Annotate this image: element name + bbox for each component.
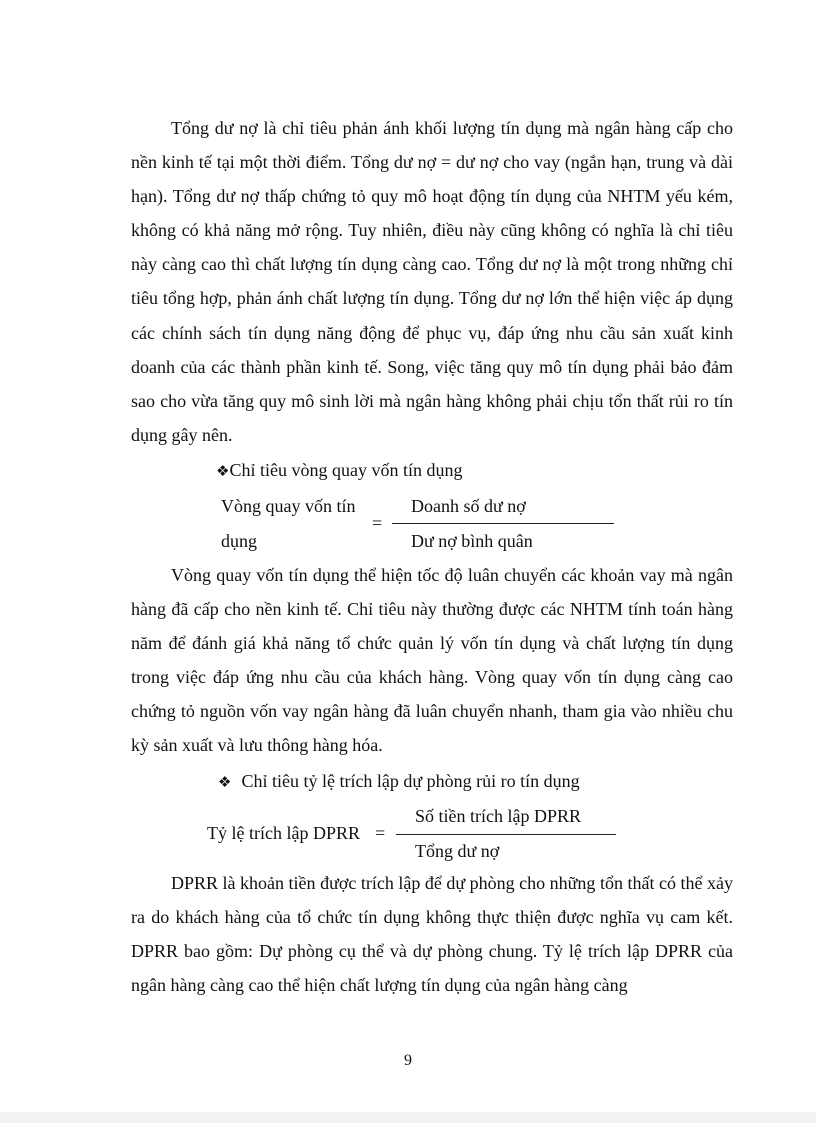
- heading-credit-turnover: [216, 458, 462, 483]
- diamond-bullet-icon: ❖: [216, 462, 230, 480]
- heading-text: Chỉ tiêu vòng quay vốn tín dụng: [229, 460, 463, 480]
- heading-provision-ratio: [218, 769, 580, 794]
- paragraph-provision-ratio: DPRR là khoản tiền được trích lập để dự phòng cho những tổn thất có thể xảy ra do khách hàng của tổ chức tín dụng không thực thiện được nghĩa vụ cam kết. DPRR bao gồm: Dự phòng cụ thể và dự phòng chung. Tỷ lệ trích lập DPRR của ngân hàng càng cao thể hiện chất lượng tín dụng của ngân hàng càng: [131, 873, 733, 996]
- formula-numerator: Doanh số dư nợ: [411, 496, 526, 516]
- fraction-bar: [392, 523, 614, 524]
- paragraph-credit-turnover: Vòng quay vốn tín dụng thể hiện tốc độ luân chuyển các khoản vay mà ngân hàng đã cấp cho nền kinh tế. Chỉ tiêu này thường được các NHTM tính toán hàng năm để đánh giá khả năng tổ chức quản lý vốn tín dụng và chất lượng tín dụng trong việc đáp ứng nhu cầu của khách hàng. Vòng quay vốn tín dụng càng cao chứng tỏ nguồn vốn vay ngân hàng đã luân chuyển nhanh, tham gia vào nhiều chu kỳ sản xuất và lưu thông hàng hóa.: [131, 565, 733, 756]
- formula-lhs-line1: Vòng quay vốn tín: [221, 496, 356, 516]
- fraction-bar: [396, 834, 616, 835]
- formula-numerator: Số tiền trích lập DPRR: [415, 806, 581, 826]
- formula-lhs: Tỷ lệ trích lập DPRR: [207, 823, 360, 843]
- formula-denominator: Dư nợ bình quân: [411, 531, 533, 551]
- page-bottom-edge: [0, 1112, 816, 1123]
- formula-equals-sign: =: [375, 823, 386, 843]
- diamond-bullet-icon: ❖: [218, 773, 232, 791]
- formula-lhs-line2: dụng: [221, 531, 257, 551]
- paragraph-total-outstanding-loans: Tổng dư nợ là chỉ tiêu phản ánh khối lượng tín dụng mà ngân hàng cấp cho nền kinh tế tại một thời điểm. Tổng dư nợ = dư nợ cho vay (ngắn hạn, trung và dài hạn). Tổng dư nợ thấp chứng tỏ quy mô hoạt động tín dụng của NHTM yếu kém, không có khả năng mở rộng. Tuy nhiên, điều này cũng không có nghĩa là chỉ tiêu này càng cao thì chất lượng tín dụng càng cao. Tổng dư nợ là một trong những chỉ tiêu tổng hợp, phản ánh chất lượng tín dụng. Tổng dư nợ lớn thể hiện việc áp dụng các chính sách tín dụng năng động để phục vụ, đáp ứng nhu cầu sản xuất kinh doanh của các thành phần kinh tế. Song, việc tăng quy mô tín dụng phải bảo đảm sao cho vừa tăng quy mô sinh lời mà ngân hàng không phải chịu tổn thất rủi ro tín dụng gây nên.: [131, 118, 733, 445]
- formula-equals-sign: =: [372, 513, 383, 533]
- heading-text: Chỉ tiêu tỷ lệ trích lập dự phòng rủi ro tín dụng: [241, 771, 580, 791]
- page-number: 9: [404, 1052, 412, 1069]
- formula-denominator: Tổng dư nợ: [415, 841, 500, 861]
